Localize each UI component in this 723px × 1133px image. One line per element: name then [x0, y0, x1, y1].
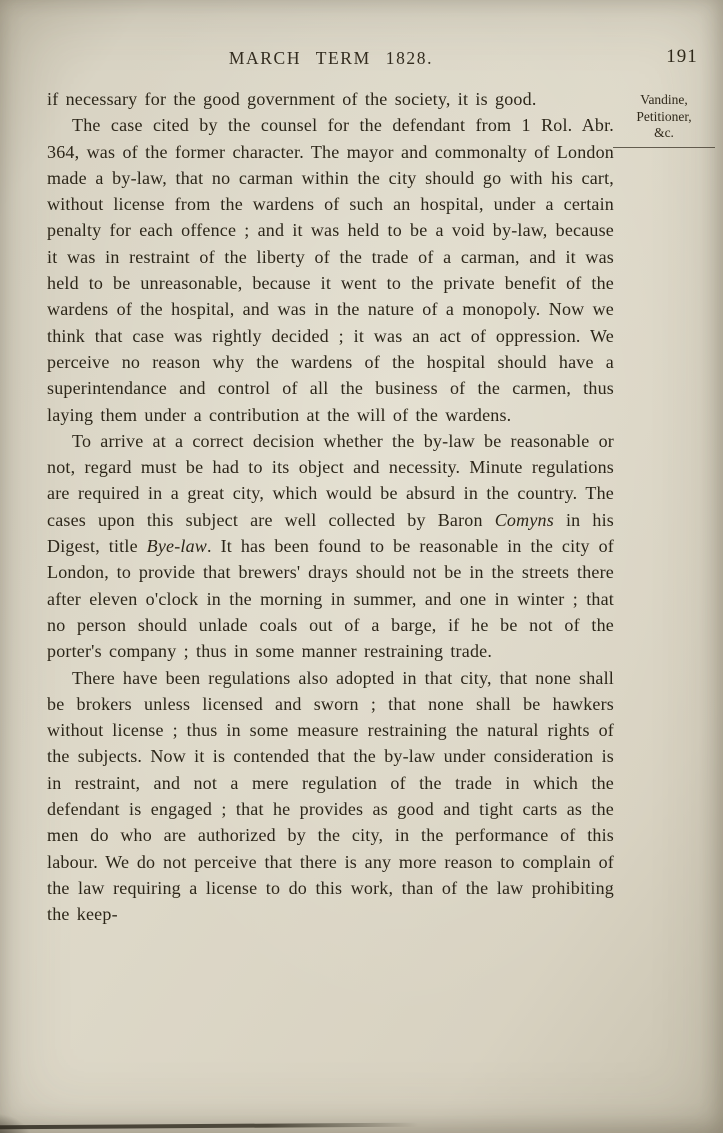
- text-run: To arrive at a correct decision whether the by-law be reasonable or not, regard must be had to its object and necessity. Minute regulations are required in a great city, which would be absurd in the country. The cases upon this subject are well collected by Baron: [47, 430, 614, 530]
- italic-text-run: Bye-law: [146, 536, 208, 557]
- body-text-column: [47, 86, 614, 928]
- margin-note: [612, 92, 716, 142]
- text-run: There have been regulations also adopted in that city, that none shall be brokers unless licensed and sworn ; that none shall be hawkers without license ; thus in some measure restraining the natural rights of the subjects. Now it is contended that the by-law under consideration is in restraint, and not a mere regulation of the trade in which the defendant is engaged ; that he provides as good and tight carts as the men do who are authorized by the city, in the performance of this labour. We do not perceive that there is any more reason to complain of the law requiring a license to do this work, than of the law prohibiting the keep-: [47, 667, 614, 925]
- paragraph: [47, 112, 614, 428]
- text-run: in his Digest, title: [47, 509, 614, 557]
- margin-note-line: Vandine,: [640, 92, 688, 107]
- margin-note-rule: [613, 147, 715, 148]
- paragraph: [47, 428, 614, 665]
- italic-text-run: Comyns: [494, 509, 554, 530]
- text-run: The case cited by the counsel for the defendant from 1 Rol. Abr. 364, was of the former character. The mayor and commonalty of London made a by-law, that no carman within the city should go with his cart, without license from the wardens of such an hospital, under a certain penalty for each offence ; and it was held to be a void by-law, because it was in restraint of the liberty of the trade of a carman, and it was held to be unreasonable, because it went to the private benefit of the wardens of the hospital, and was in the nature of a monopoly. Now we think that case was rightly decided ; it was an act of oppression. We perceive no reason why the wardens of the hospital should have a superintendance and control of all the business of the carmen, thus laying them under a contribution at the will of the wardens.: [47, 115, 614, 425]
- scan-bottom-edge-artifact: [0, 1123, 418, 1130]
- margin-note-line: &c.: [654, 125, 674, 140]
- text-run: if necessary for the good government of the society, it is good.: [47, 89, 537, 109]
- scan-corner-shadow-artifact: [0, 1113, 32, 1133]
- paragraph: [47, 665, 614, 928]
- text-run: . It has been found to be reasonable in the city of London, to provide that brewers' drays should not be in the streets there after eleven o'clock in the morning in summer, and one in winter ; that no person should unlade coals out of a barge, if he be not of the porter's company ; thus in some manner restraining trade.: [47, 536, 614, 662]
- page-number: 191: [666, 46, 698, 67]
- running-head: MARCH TERM 1828.: [228, 48, 434, 68]
- margin-note-line: Petitioner,: [636, 108, 692, 124]
- paragraph: [47, 86, 614, 112]
